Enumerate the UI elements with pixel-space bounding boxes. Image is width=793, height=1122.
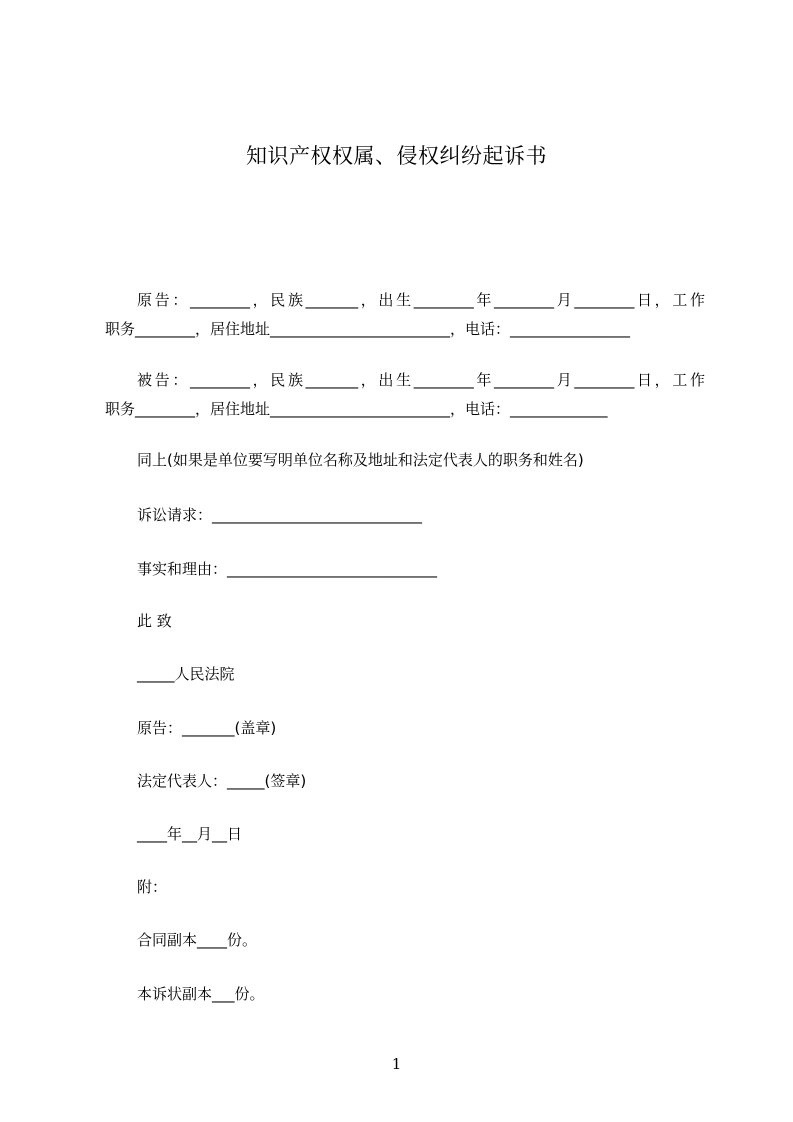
entity-note: 同上(如果是单位要写明单位名称及地址和法定代表人的职务和姓名) [137, 451, 584, 469]
contract-copies-line: 合同副本____份。 [137, 931, 258, 949]
complaint-copies-line: 本诉状副本___份。 [137, 985, 265, 1003]
legal-rep-sign-line: 法定代表人：_____(签章) [137, 772, 307, 790]
facts-line: 事实和理由：____________________________ [137, 560, 438, 578]
plaintiff-line-1: 原告：________，民族_______，出生________年________月________日，工作 [137, 291, 705, 309]
document-title: 知识产权权属、侵权纠纷起诉书 [246, 144, 547, 168]
salutation: 此 致 [137, 612, 172, 630]
court-line: _____人民法院 [137, 665, 235, 683]
page-number: 1 [391, 1055, 402, 1073]
defendant-line-2: 职务________，居住地址________________________，电话：_____________ [105, 400, 608, 418]
date-line: ____年__月__日 [137, 825, 243, 843]
plaintiff-line-2: 职务________，居住地址________________________，电话：________________ [105, 320, 631, 338]
plaintiff-seal-line: 原告：_______(盖章) [137, 719, 277, 737]
defendant-line-1: 被告：________，民族_______，出生________年________月________日，工作 [137, 371, 705, 389]
claims-line: 诉讼请求：____________________________ [137, 506, 423, 524]
attachment-label: 附： [137, 878, 168, 896]
